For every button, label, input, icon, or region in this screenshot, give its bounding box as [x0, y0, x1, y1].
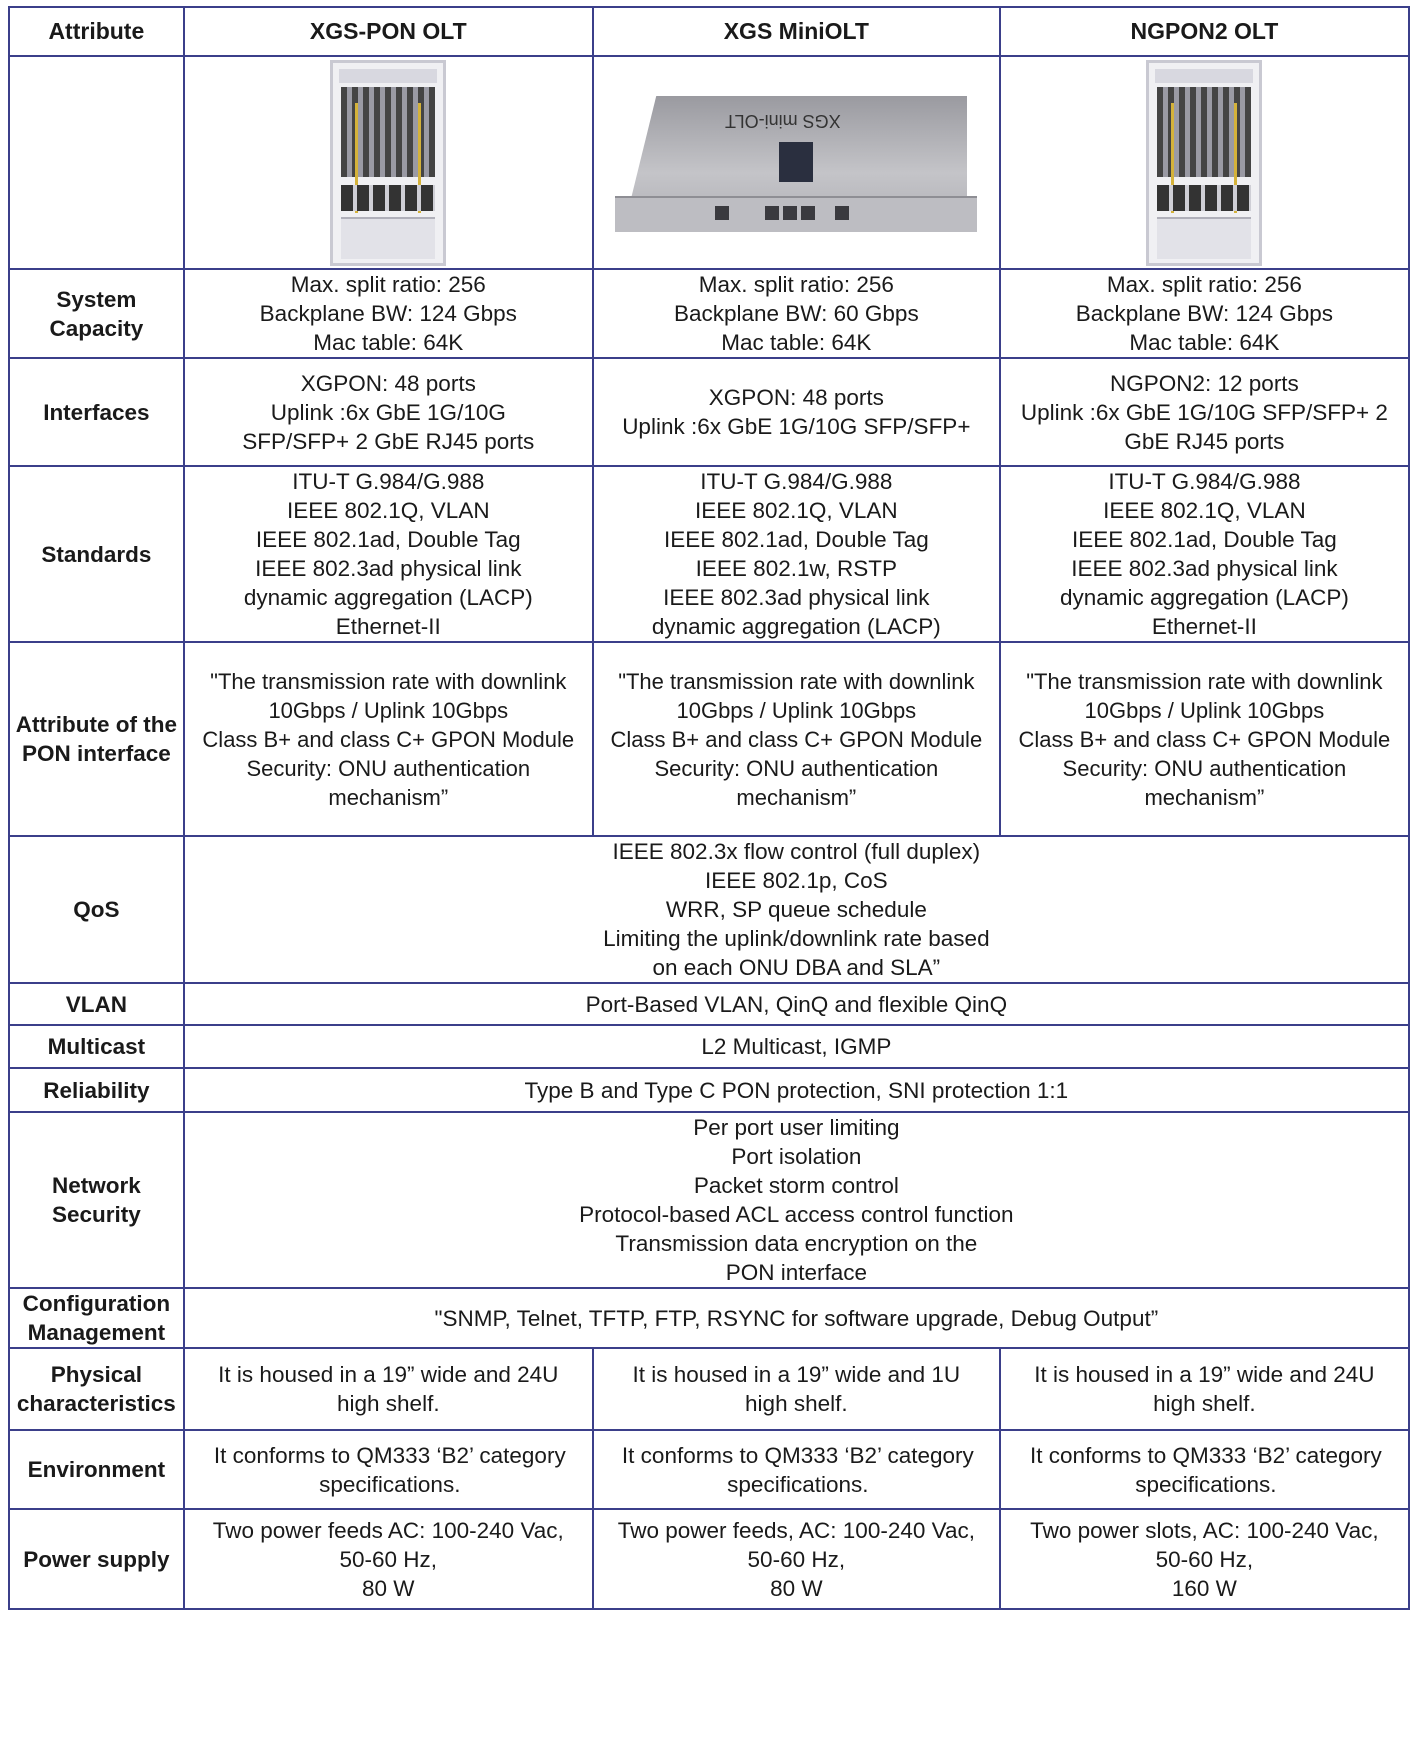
header-attribute: Attribute	[9, 7, 184, 56]
cell: Per port user limiting Port isolation Packet storm control Protocol-based ACL access control function Transmission data encryption on the PON interface	[184, 1112, 1409, 1288]
header-ngpon2-olt: NGPON2 OLT	[1000, 7, 1409, 56]
row-system-capacity	[9, 269, 1409, 358]
row-environment	[9, 1430, 1409, 1509]
cell: Max. split ratio: 256 Backplane BW: 60 Gbps Mac table: 64K	[593, 269, 1000, 358]
row-power-supply	[9, 1509, 1409, 1609]
row-interfaces	[9, 358, 1409, 466]
cell: It is housed in a 19” wide and 24U high shelf.	[184, 1348, 593, 1430]
cell: Max. split ratio: 256 Backplane BW: 124 Gbps Mac table: 64K	[184, 269, 593, 358]
mini-olt-image	[615, 96, 977, 230]
label-pon-interface: Attribute of the PON interface	[9, 642, 184, 836]
rack-olt-image	[1146, 60, 1262, 266]
cell: XGPON: 48 ports Uplink :6x GbE 1G/10G SFP/SFP+ 2 GbE RJ45 ports	[184, 358, 593, 466]
cell: Two power feeds, AC: 100-240 Vac, 50-60 Hz, 80 W	[593, 1509, 1000, 1609]
xgs-pon-olt-image	[184, 56, 593, 269]
row-multicast	[9, 1025, 1409, 1068]
cell: L2 Multicast, IGMP	[184, 1025, 1409, 1068]
label-multicast: Multicast	[9, 1025, 184, 1068]
label-qos: QoS	[9, 836, 184, 983]
cell: It conforms to QM333 ‘B2’ category specifications.	[1000, 1430, 1409, 1509]
cell: ITU-T G.984/G.988 IEEE 802.1Q, VLAN IEEE 802.1ad, Double Tag IEEE 802.1w, RSTP IEEE 802.3ad physical link dynamic aggregation (LACP)	[593, 466, 1000, 642]
label-network-security: Network Security	[9, 1112, 184, 1288]
cell: XGPON: 48 ports Uplink :6x GbE 1G/10G SFP/SFP+	[593, 358, 1000, 466]
cell: It conforms to QM333 ‘B2’ category specifications.	[184, 1430, 593, 1509]
cell: Type B and Type C PON protection, SNI protection 1:1	[184, 1068, 1409, 1112]
image-row-label	[9, 56, 184, 269]
cell: NGPON2: 12 ports Uplink :6x GbE 1G/10G SFP/SFP+ 2 GbE RJ45 ports	[1000, 358, 1409, 466]
header-xgs-miniolt: XGS MiniOLT	[593, 7, 1000, 56]
cell: Max. split ratio: 256 Backplane BW: 124 Gbps Mac table: 64K	[1000, 269, 1409, 358]
row-vlan	[9, 983, 1409, 1025]
label-vlan: VLAN	[9, 983, 184, 1025]
cell: Two power feeds AC: 100-240 Vac, 50-60 Hz, 80 W	[184, 1509, 593, 1609]
label-reliability: Reliability	[9, 1068, 184, 1112]
xgs-miniolt-image	[593, 56, 1000, 269]
cell: "The transmission rate with downlink 10Gbps / Uplink 10Gbps Class B+ and class C+ GPON Module Security: ONU authentication mechanism”	[184, 642, 593, 836]
cell: "The transmission rate with downlink 10Gbps / Uplink 10Gbps Class B+ and class C+ GPON Module Security: ONU authentication mechanism”	[1000, 642, 1409, 836]
mini-olt-lid-label: XGS mini-OLT	[725, 110, 842, 131]
cell: IEEE 802.3x flow control (full duplex) IEEE 802.1p, CoS WRR, SP queue schedule Limiting the uplink/downlink rate based on each ONU DBA and SLA”	[184, 836, 1409, 983]
cell: "SNMP, Telnet, TFTP, FTP, RSYNC for software upgrade, Debug Output”	[184, 1288, 1409, 1348]
row-qos	[9, 836, 1409, 983]
rack-olt-image	[330, 60, 446, 266]
label-physical: Physical characteristics	[9, 1348, 184, 1430]
cell: ITU-T G.984/G.988 IEEE 802.1Q, VLAN IEEE 802.1ad, Double Tag IEEE 802.3ad physical link dynamic aggregation (LACP) Ethernet-II	[184, 466, 593, 642]
cell: It is housed in a 19” wide and 24U high shelf.	[1000, 1348, 1409, 1430]
header-row	[9, 7, 1409, 56]
ngpon2-olt-image	[1000, 56, 1409, 269]
label-config-management: Configuration Management	[9, 1288, 184, 1348]
header-xgs-pon-olt: XGS-PON OLT	[184, 7, 593, 56]
label-system-capacity: System Capacity	[9, 269, 184, 358]
cell: It is housed in a 19” wide and 1U high shelf.	[593, 1348, 1000, 1430]
row-network-security	[9, 1112, 1409, 1288]
label-power-supply: Power supply	[9, 1509, 184, 1609]
label-standards: Standards	[9, 466, 184, 642]
row-standards	[9, 466, 1409, 642]
cell: "The transmission rate with downlink 10Gbps / Uplink 10Gbps Class B+ and class C+ GPON Module Security: ONU authentication mechanism”	[593, 642, 1000, 836]
row-pon-interface	[9, 642, 1409, 836]
image-row	[9, 56, 1409, 269]
cell: Two power slots, AC: 100-240 Vac, 50-60 Hz, 160 W	[1000, 1509, 1409, 1609]
olt-comparison-table	[8, 6, 1410, 1610]
row-config-management	[9, 1288, 1409, 1348]
row-physical	[9, 1348, 1409, 1430]
cell: ITU-T G.984/G.988 IEEE 802.1Q, VLAN IEEE 802.1ad, Double Tag IEEE 802.3ad physical link dynamic aggregation (LACP) Ethernet-II	[1000, 466, 1409, 642]
cell: Port-Based VLAN, QinQ and flexible QinQ	[184, 983, 1409, 1025]
row-reliability	[9, 1068, 1409, 1112]
label-environment: Environment	[9, 1430, 184, 1509]
label-interfaces: Interfaces	[9, 358, 184, 466]
spec-table-wrapper	[8, 6, 1410, 1610]
cell: It conforms to QM333 ‘B2’ category specifications.	[593, 1430, 1000, 1509]
